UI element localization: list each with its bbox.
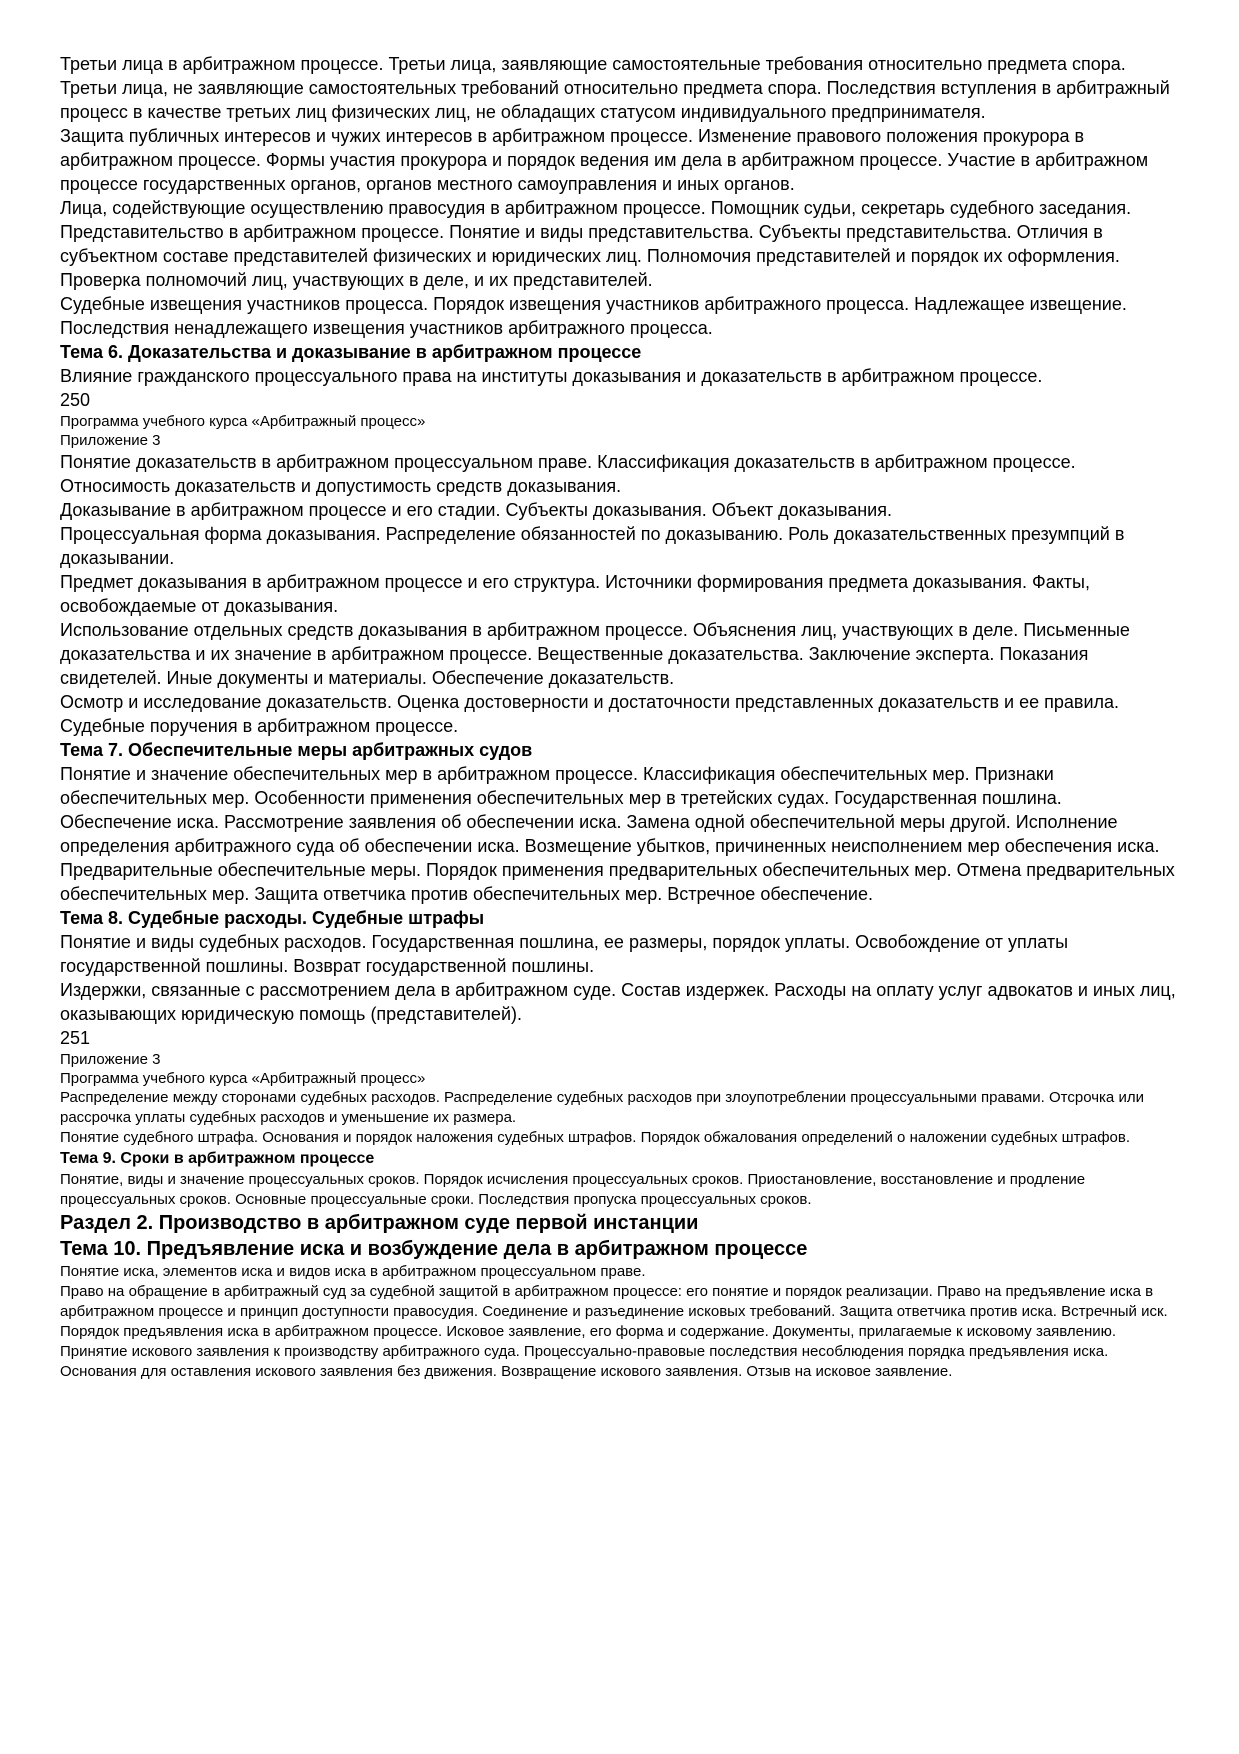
paragraph: Право на обращение в арбитражный суд за судебной защитой в арбитражном процессе: его понятие и порядок реализации. Право на предъявление иска в арбитражном процессе и принцип доступности правосудия. Соединение и разъединение исковых требований. Защита ответчика против иска. Встречный иск. <box>60 1283 1168 1320</box>
paragraph: Процессуальная форма доказывания. Распределение обязанностей по доказыванию. Роль доказательственных презумпций в доказывании. <box>60 524 1125 568</box>
paragraph: Распределение между сторонами судебных расходов. Распределение судебных расходов при злоупотреблении процессуальными правами. Отсрочка или рассрочка уплаты судебных расходов и уменьшение их размера. <box>60 1089 1144 1126</box>
running-header: Приложение 3 <box>60 432 161 449</box>
paragraph: Понятие и значение обеспечительных мер в арбитражном процессе. Классификация обеспечительных мер. Признаки обеспечительных мер. Особенности применения обеспечительных мер в третейских судах. Государственная пошлина. <box>60 764 1062 808</box>
paragraph: Представительство в арбитражном процессе. Понятие и виды представительства. Субъекты представительства. Отличия в субъектном составе представителей физических и юридических лиц. Полномочия представителей и порядок их оформления. Проверка полномочий лиц, участвующих в деле, и их представителей. <box>60 222 1120 290</box>
paragraph: Понятие иска, элементов иска и видов иска в арбитражном процессуальном праве. <box>60 1263 646 1280</box>
topic-6-heading: Тема 6. Доказательства и доказывание в арбитражном процессе <box>60 342 642 362</box>
paragraph: Предварительные обеспечительные меры. Порядок применения предварительных обеспечительных мер. Отмена предварительных обеспечительных мер. Защита ответчика против обеспечительных мер. Встречное обеспечение. <box>60 860 1175 904</box>
paragraph: Понятие судебного штрафа. Основания и порядок наложения судебных штрафов. Порядок обжалования определений о наложении судебных штрафов. <box>60 1129 1131 1146</box>
paragraph: Осмотр и исследование доказательств. Оценка достоверности и достаточности представленных доказательств и ее правила. Судебные поручения в арбитражном процессе. <box>60 692 1120 736</box>
paragraph: Доказывание в арбитражном процессе и его стадии. Субъекты доказывания. Объект доказывания. <box>60 500 892 520</box>
paragraph: Понятие доказательств в арбитражном процессуальном праве. Классификация доказательств в арбитражном процессе. Относимость доказательств и допустимость средств доказывания. <box>60 452 1076 496</box>
paragraph: Защита публичных интересов и чужих интересов в арбитражном процессе. Изменение правового положения прокурора в арбитражном процессе. Формы участия прокурора и порядок ведения им дела в арбитражном процессе. Участие в арбитражном процессе государственных органов, органов местного самоуправления и иных органов. <box>60 126 1149 194</box>
topic-9-heading: Тема 9. Сроки в арбитражном процессе <box>60 1150 375 1167</box>
section-2-heading: Раздел 2. Производство в арбитражном суде первой инстанции <box>60 1212 699 1234</box>
topic-7-heading: Тема 7. Обеспечительные меры арбитражных судов <box>60 740 533 760</box>
paragraph: Влияние гражданского процессуального права на институты доказывания и доказательств в арбитражном процессе. <box>60 366 1043 386</box>
paragraph: Лица, содействующие осуществлению правосудия в арбитражном процессе. Помощник судьи, секретарь судебного заседания. <box>60 198 1132 218</box>
paragraph: Обеспечение иска. Рассмотрение заявления об обеспечении иска. Замена одной обеспечительной меры другой. Исполнение определения арбитражного суда об обеспечении иска. Возмещение убытков, причиненных неисполнением мер обеспечения иска. <box>60 812 1160 856</box>
running-header: Приложение 3 <box>60 1051 161 1068</box>
running-header: Программа учебного курса «Арбитражный процесс» <box>60 413 426 430</box>
paragraph: Издержки, связанные с рассмотрением дела в арбитражном суде. Состав издержек. Расходы на оплату услуг адвокатов и иных лиц, оказывающих юридическую помощь (представителей). <box>60 980 1176 1024</box>
paragraph: Порядок предъявления иска в арбитражном процессе. Исковое заявление, его форма и содержание. Документы, прилагаемые к исковому заявлению. <box>60 1323 1117 1340</box>
paragraph: Использование отдельных средств доказывания в арбитражном процессе. Объяснения лиц, участвующих в деле. Письменные доказательства и их значение в арбитражном процессе. Вещественные доказательства. Заключение эксперта. Показания свидетелей. Иные документы и материалы. Обеспечение доказательств. <box>60 620 1130 688</box>
page-number: 251 <box>60 1028 91 1048</box>
paragraph: Судебные извещения участников процесса. Порядок извещения участников арбитражного процесса. Надлежащее извещение. Последствия ненадлежащего извещения участников арбитражного процесса. <box>60 294 1127 338</box>
paragraph: Понятие и виды судебных расходов. Государственная пошлина, ее размеры, порядок уплаты. Освобождение от уплаты государственной пошлины. Возврат государственной пошлины. <box>60 932 1069 976</box>
document-page <box>60 52 1185 1382</box>
paragraph: Предмет доказывания в арбитражном процессе и его структура. Источники формирования предмета доказывания. Факты, освобождаемые от доказывания. <box>60 572 1090 616</box>
page-number: 250 <box>60 390 91 410</box>
topic-8-heading: Тема 8. Судебные расходы. Судебные штрафы <box>60 908 485 928</box>
paragraph: Понятие, виды и значение процессуальных сроков. Порядок исчисления процессуальных сроков. Приостановление, восстановление и продление процессуальных сроков. Основные процессуальные сроки. Последствия пропуска процессуальных сроков. <box>60 1171 1086 1208</box>
paragraph: Третьи лица в арбитражном процессе. Третьи лица, заявляющие самостоятельные требования относительно предмета спора. Третьи лица, не заявляющие самостоятельных требований относительно предмета спора. Последствия вступления в арбитражный процесс в качестве третьих лиц физических лиц, не обладащих статусом индивидуального предпринимателя. <box>60 54 1170 122</box>
paragraph: Принятие искового заявления к производству арбитражного суда. Процессуально-правовые последствия несоблюдения порядка предъявления иска. Основания для оставления искового заявления без движения. Возвращение искового заявления. Отзыв на исковое заявление. <box>60 1343 1109 1380</box>
running-header: Программа учебного курса «Арбитражный процесс» <box>60 1070 426 1087</box>
topic-10-heading: Тема 10. Предъявление иска и возбуждение дела в арбитражном процессе <box>60 1238 808 1260</box>
